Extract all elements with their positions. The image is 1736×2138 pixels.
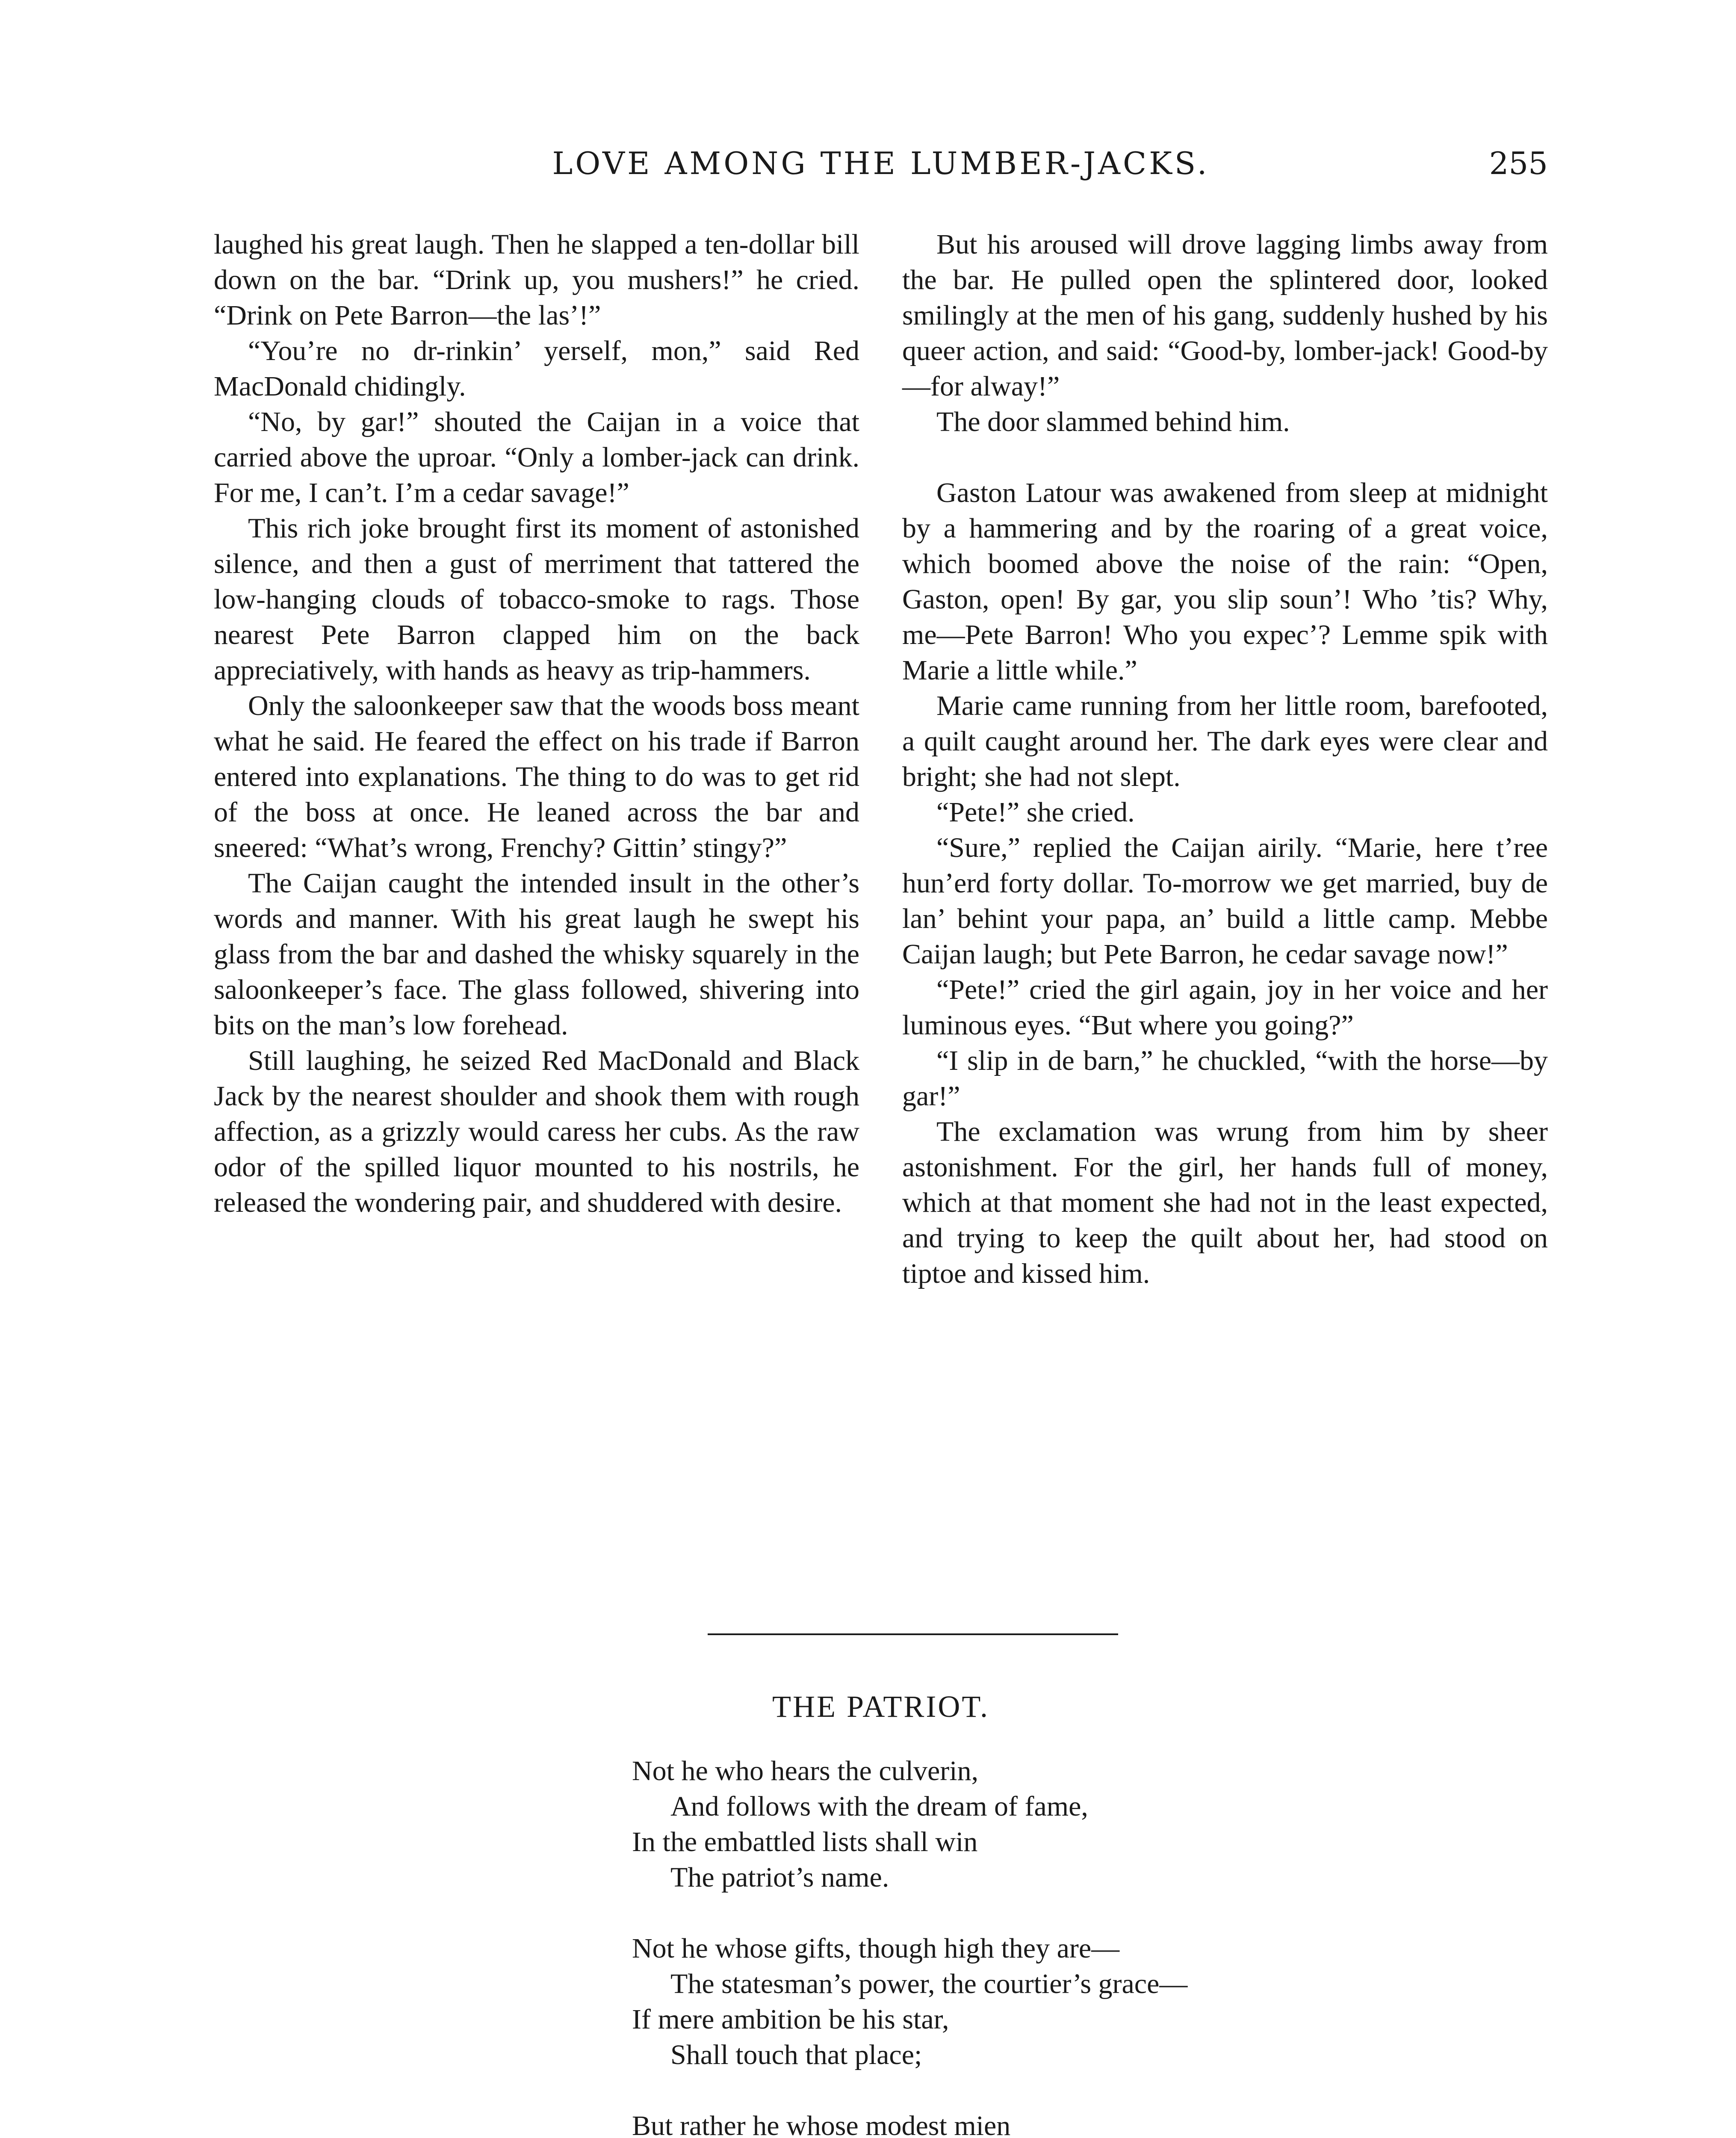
paragraph: The exclamation was wrung from him by sheer astonishment. For the girl, her hands full of money, which at that moment she had not in the least expected, and trying to keep the quilt about her, had stood on tiptoe and kissed him. — [902, 1116, 1548, 1289]
paragraph: This rich joke brought first its moment of astonished silence, and then a gust of merriment that tattered the low-hanging clouds of tobacco-smoke to rags. Those nearest Pete Barron clapped him on the back appreciatively, with hands as heavy as trip-hammers. — [214, 513, 859, 686]
paragraph: “Sure,” replied the Caijan airily. “Marie, here t’ree hun’erd forty dollar. To-morrow we get married, buy de lan’ behint your papa, an’ build a little camp. Mebbe Caijan laugh; but Pete Barron, he cedar savage now!” — [902, 832, 1548, 970]
paragraph: The door slammed behind him. — [936, 406, 1290, 437]
poem-line: If mere ambition be his star, — [632, 2004, 949, 2035]
poem-stanza — [632, 1931, 1530, 2073]
poem-stanza — [632, 1753, 1530, 1895]
poem-line: In the embattled lists shall win — [632, 1826, 978, 1857]
paragraph: “I slip in de barn,” he chuckled, “with the horse—by gar!” — [902, 1045, 1548, 1112]
poem-line: Not he who hears the culverin, — [632, 1755, 979, 1787]
paragraph: Only the saloonkeeper saw that the woods boss meant what he said. He feared the effect on his trade if Barron entered into explanations. The thing to do was to get rid of the boss at once. He leaned across the bar and sneered: “What’s wrong, Frenchy? Gittin’ stingy?” — [214, 690, 859, 863]
poem-line: Shall touch that place; — [670, 2039, 922, 2070]
right-column — [902, 227, 1548, 1291]
poem-line: The patriot’s name. — [670, 1862, 889, 1893]
poem-line: Not he whose gifts, though high they are— — [632, 1933, 1120, 1964]
paragraph: Marie came running from her little room, barefooted, a quilt caught around her. The dark eyes were clear and bright; she had not slept. — [902, 690, 1548, 792]
paragraph: The Caijan caught the intended insult in the other’s words and manner. With his great laugh he swept his glass from the bar and dashed the whisky squarely in the saloonkeeper’s face. The glass followed, shivering into bits on the man’s low forehead. — [214, 868, 859, 1041]
paragraph: But his aroused will drove lagging limbs away from the bar. He pulled open the splintered door, looked smilingly at the men of his gang, suddenly hushed by his queer action, and said: “Good-by, lomber-jack! Good-by—for alway!” — [902, 229, 1548, 402]
paragraph: laughed his great laugh. Then he slapped a ten-dollar bill down on the bar. “Drink up, you mushers!” he cried. “Drink on Pete Barron—the las’!” — [214, 229, 859, 331]
page-header — [214, 145, 1548, 192]
paragraph: “You’re no dr-rinkin’ yerself, mon,” said Red MacDonald chidingly. — [214, 335, 859, 402]
paragraph: “Pete!” cried the girl again, joy in her voice and her luminous eyes. “But where you going?” — [902, 974, 1548, 1041]
paragraph: Gaston Latour was awakened from sleep at midnight by a hammering and by the roaring of a great voice, which boomed above the noise of the rain: “Open, Gaston, open! By gar, you slip soun’! Who ’tis? Why, me—Pete Barron! Who you expec’? Lemme spik with Marie a little while.” — [902, 477, 1548, 686]
poem-line: The statesman’s power, the courtier’s grace— — [670, 1968, 1188, 1999]
poem-title: THE PATRIOT. — [772, 1689, 990, 1724]
running-title: LOVE AMONG THE LUMBER-JACKS. — [552, 145, 1210, 181]
paragraph: “No, by gar!” shouted the Caijan in a voice that carried above the uproar. “Only a lomber-jack can drink. For me, I can’t. I’m a cedar savage!” — [214, 406, 859, 508]
poem-line: But rather he whose modest mien — [632, 2110, 1011, 2138]
section-divider — [708, 1633, 1118, 1635]
poem-line: And follows with the dream of fame, — [670, 1791, 1088, 1822]
left-column — [214, 227, 859, 1220]
paragraph: “Pete!” she cried. — [936, 797, 1135, 828]
poem-stanza — [632, 2108, 1530, 2138]
paragraph: Still laughing, he seized Red MacDonald and Black Jack by the nearest shoulder and shook them with rough affection, as a grizzly would caress her cubs. As the raw odor of the spilled liquor mounted to his nostrils, he released the wondering pair, and shuddered with desire. — [214, 1045, 859, 1218]
poem-body — [632, 1753, 1530, 2138]
page-number: 255 — [1489, 145, 1548, 181]
